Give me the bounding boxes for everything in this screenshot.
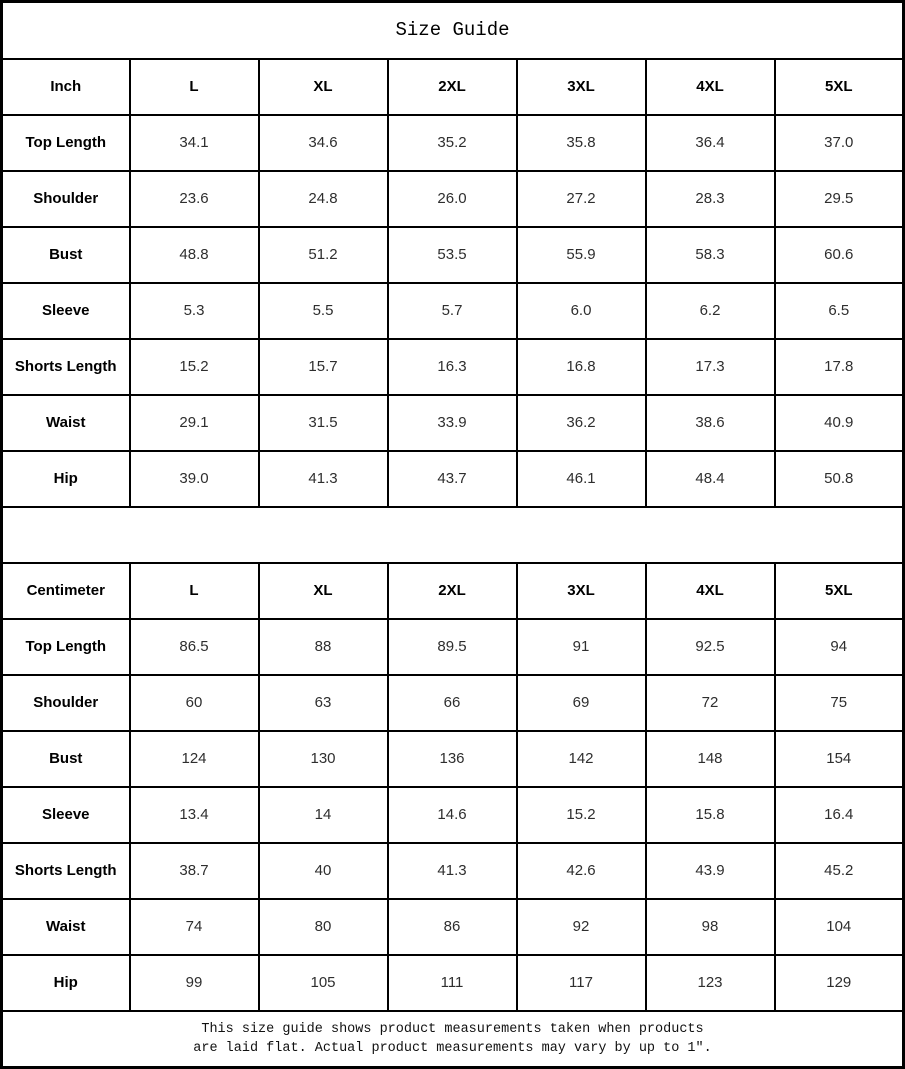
value-cell: 34.1: [130, 115, 259, 171]
table-row: [2, 115, 904, 171]
size-header-4xl: 4XL: [646, 563, 775, 619]
size-header-l: L: [130, 563, 259, 619]
value-cell: 17.3: [646, 339, 775, 395]
value-cell: 5.7: [388, 283, 517, 339]
value-cell: 148: [646, 731, 775, 787]
table-row: [2, 843, 904, 899]
value-cell: 75: [775, 675, 904, 731]
row-label-cell: Sleeve: [2, 283, 130, 339]
value-cell: 99: [130, 955, 259, 1011]
value-cell: 16.4: [775, 787, 904, 843]
value-cell: 129: [775, 955, 904, 1011]
size-header-5xl: 5XL: [775, 563, 904, 619]
table-row: [2, 787, 904, 843]
row-label-cell: Sleeve: [2, 787, 130, 843]
size-header-4xl: 4XL: [646, 59, 775, 115]
value-cell: 92: [517, 899, 646, 955]
value-cell: 91: [517, 619, 646, 675]
value-cell: 88: [259, 619, 388, 675]
value-cell: 34.6: [259, 115, 388, 171]
size-header-3xl: 3XL: [517, 59, 646, 115]
value-cell: 89.5: [388, 619, 517, 675]
value-cell: 63: [259, 675, 388, 731]
value-cell: 5.5: [259, 283, 388, 339]
value-cell: 117: [517, 955, 646, 1011]
value-cell: 69: [517, 675, 646, 731]
value-cell: 6.5: [775, 283, 904, 339]
value-cell: 6.2: [646, 283, 775, 339]
value-cell: 16.8: [517, 339, 646, 395]
row-label-cell: Hip: [2, 451, 130, 507]
value-cell: 15.7: [259, 339, 388, 395]
value-cell: 98: [646, 899, 775, 955]
table-row: [2, 955, 904, 1011]
spacer-cell: [2, 507, 904, 563]
value-cell: 66: [388, 675, 517, 731]
value-cell: 29.5: [775, 171, 904, 227]
value-cell: 38.7: [130, 843, 259, 899]
value-cell: 33.9: [388, 395, 517, 451]
row-label-cell: Hip: [2, 955, 130, 1011]
size-header-xl: XL: [259, 563, 388, 619]
value-cell: 43.9: [646, 843, 775, 899]
row-label-cell: Shoulder: [2, 171, 130, 227]
value-cell: 80: [259, 899, 388, 955]
value-cell: 41.3: [259, 451, 388, 507]
value-cell: 16.3: [388, 339, 517, 395]
value-cell: 42.6: [517, 843, 646, 899]
table-row: [2, 395, 904, 451]
value-cell: 39.0: [130, 451, 259, 507]
row-label-cell: Top Length: [2, 619, 130, 675]
size-header-3xl: 3XL: [517, 563, 646, 619]
value-cell: 14: [259, 787, 388, 843]
value-cell: 94: [775, 619, 904, 675]
value-cell: 37.0: [775, 115, 904, 171]
value-cell: 24.8: [259, 171, 388, 227]
value-cell: 38.6: [646, 395, 775, 451]
value-cell: 15.8: [646, 787, 775, 843]
footer-row: [2, 1011, 904, 1068]
table-row: [2, 283, 904, 339]
page-title: Size Guide: [2, 2, 904, 59]
value-cell: 15.2: [517, 787, 646, 843]
value-cell: 40: [259, 843, 388, 899]
value-cell: 5.3: [130, 283, 259, 339]
table-row: [2, 731, 904, 787]
value-cell: 130: [259, 731, 388, 787]
inch-header-row: [2, 59, 904, 115]
value-cell: 123: [646, 955, 775, 1011]
value-cell: 60.6: [775, 227, 904, 283]
unit-header-centimeter: Centimeter: [2, 563, 130, 619]
footer-note: [2, 1011, 904, 1068]
value-cell: 136: [388, 731, 517, 787]
value-cell: 92.5: [646, 619, 775, 675]
row-label-cell: Bust: [2, 731, 130, 787]
value-cell: 28.3: [646, 171, 775, 227]
footer-line2: are laid flat. Actual product measurements may vary by up to 1″.: [193, 1040, 712, 1056]
value-cell: 31.5: [259, 395, 388, 451]
value-cell: 27.2: [517, 171, 646, 227]
footer-line1: This size guide shows product measurements taken when products: [201, 1021, 704, 1037]
table-row: [2, 171, 904, 227]
value-cell: 14.6: [388, 787, 517, 843]
value-cell: 104: [775, 899, 904, 955]
size-header-l: L: [130, 59, 259, 115]
value-cell: 13.4: [130, 787, 259, 843]
value-cell: 154: [775, 731, 904, 787]
value-cell: 35.2: [388, 115, 517, 171]
table-row: [2, 227, 904, 283]
value-cell: 53.5: [388, 227, 517, 283]
value-cell: 36.4: [646, 115, 775, 171]
table-row: [2, 451, 904, 507]
row-label-cell: Waist: [2, 395, 130, 451]
value-cell: 48.4: [646, 451, 775, 507]
size-header-5xl: 5XL: [775, 59, 904, 115]
unit-header-inch: Inch: [2, 59, 130, 115]
value-cell: 142: [517, 731, 646, 787]
value-cell: 36.2: [517, 395, 646, 451]
value-cell: 105: [259, 955, 388, 1011]
table-row: [2, 619, 904, 675]
size-header-2xl: 2XL: [388, 563, 517, 619]
value-cell: 74: [130, 899, 259, 955]
value-cell: 23.6: [130, 171, 259, 227]
value-cell: 48.8: [130, 227, 259, 283]
value-cell: 15.2: [130, 339, 259, 395]
row-label-cell: Waist: [2, 899, 130, 955]
value-cell: 51.2: [259, 227, 388, 283]
value-cell: 124: [130, 731, 259, 787]
value-cell: 29.1: [130, 395, 259, 451]
table-row: [2, 675, 904, 731]
size-header-2xl: 2XL: [388, 59, 517, 115]
row-label-cell: Shorts Length: [2, 339, 130, 395]
value-cell: 46.1: [517, 451, 646, 507]
value-cell: 55.9: [517, 227, 646, 283]
size-header-xl: XL: [259, 59, 388, 115]
value-cell: 111: [388, 955, 517, 1011]
value-cell: 40.9: [775, 395, 904, 451]
value-cell: 86: [388, 899, 517, 955]
row-label-cell: Shoulder: [2, 675, 130, 731]
value-cell: 45.2: [775, 843, 904, 899]
value-cell: 72: [646, 675, 775, 731]
value-cell: 60: [130, 675, 259, 731]
value-cell: 41.3: [388, 843, 517, 899]
table-row: [2, 339, 904, 395]
value-cell: 26.0: [388, 171, 517, 227]
value-cell: 43.7: [388, 451, 517, 507]
row-label-cell: Shorts Length: [2, 843, 130, 899]
value-cell: 86.5: [130, 619, 259, 675]
value-cell: 50.8: [775, 451, 904, 507]
centimeter-header-row: [2, 563, 904, 619]
spacer-row: [2, 507, 904, 563]
row-label-cell: Top Length: [2, 115, 130, 171]
value-cell: 35.8: [517, 115, 646, 171]
table-row: [2, 899, 904, 955]
row-label-cell: Bust: [2, 227, 130, 283]
value-cell: 58.3: [646, 227, 775, 283]
value-cell: 17.8: [775, 339, 904, 395]
value-cell: 6.0: [517, 283, 646, 339]
